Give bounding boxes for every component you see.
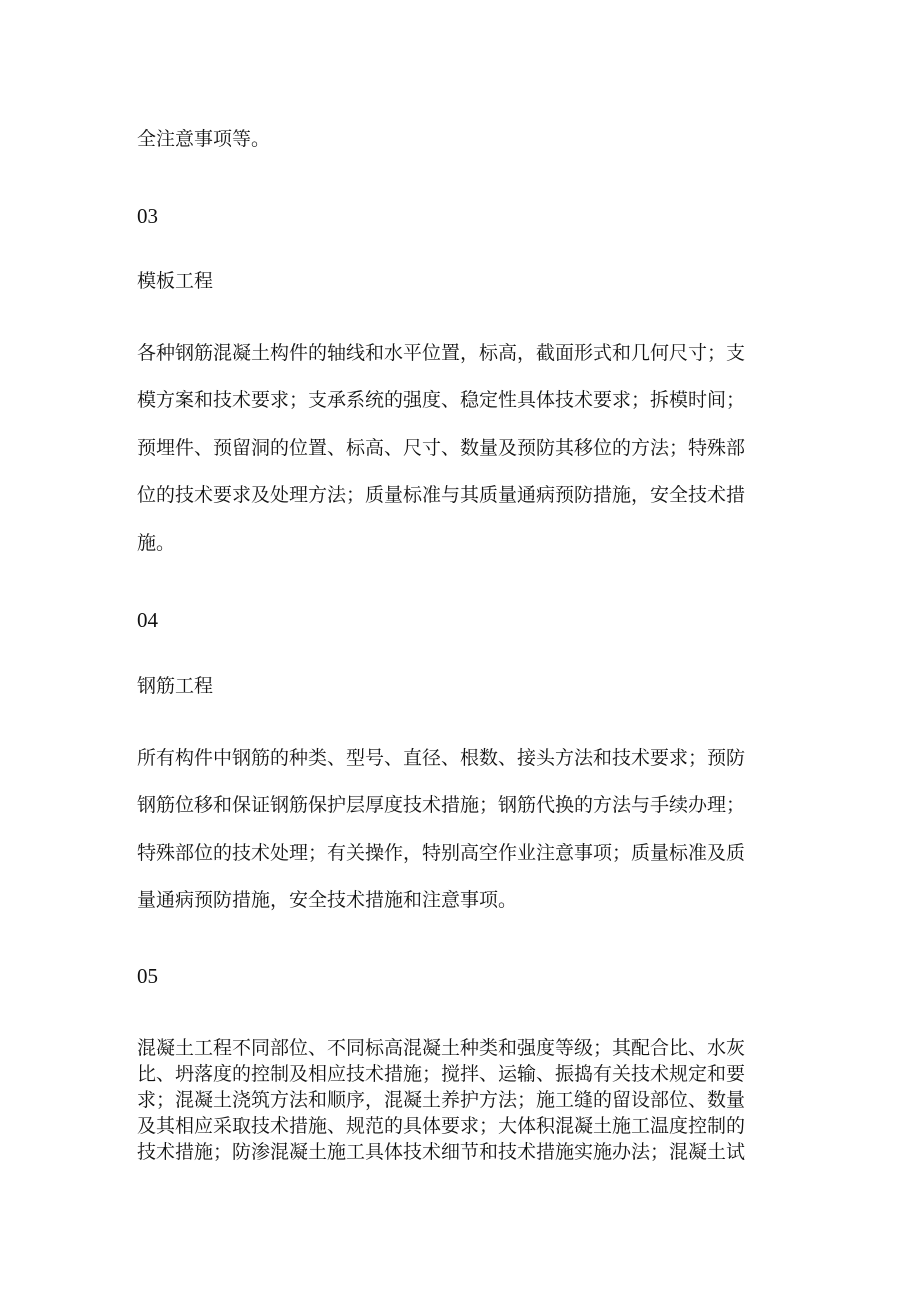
- paragraph-line: 量通病预防措施，安全技术措施和注意事项。: [137, 889, 518, 911]
- section-heading: 模板工程: [137, 270, 214, 292]
- paragraph-line: 模方案和技术要求；支承系统的强度、稳定性具体技术要求；拆模时间；: [137, 389, 746, 411]
- paragraph-line: 混凝土工程不同部位、不同标高混凝土种类和强度等级；其配合比、水灰: [137, 1037, 746, 1059]
- section-number: 04: [137, 608, 158, 632]
- paragraph-line: 所有构件中钢筋的种类、型号、直径、根数、接头方法和技术要求；预防: [137, 747, 746, 769]
- paragraph-line: 求；混凝土浇筑方法和顺序，混凝土养护方法；施工缝的留设部位、数量: [137, 1089, 746, 1111]
- paragraph-line: 及其相应采取技术措施、规范的具体要求；大体积混凝土施工温度控制的: [137, 1115, 746, 1137]
- paragraph-line: 位的技术要求及处理方法；质量标准与其质量通病预防措施，安全技术措: [137, 484, 746, 506]
- paragraph-line: 全注意事项等。: [137, 128, 271, 150]
- paragraph-line: 技术措施；防渗混凝土施工具体技术细节和技术措施实施办法；混凝土试: [137, 1141, 746, 1163]
- paragraph-line: 预埋件、预留洞的位置、标高、尺寸、数量及预防其移位的方法；特殊部: [137, 437, 746, 459]
- section-number: 03: [137, 204, 158, 228]
- paragraph-line: 施。: [137, 532, 176, 554]
- paragraph-line: 比、坍落度的控制及相应技术措施；搅拌、运输、振捣有关技术规定和要: [137, 1063, 746, 1085]
- paragraph-line: 特殊部位的技术处理；有关操作，特别高空作业注意事项；质量标准及质: [137, 842, 746, 864]
- section-number: 05: [137, 964, 158, 988]
- paragraph-line: 钢筋位移和保证钢筋保护层厚度技术措施；钢筋代换的方法与手续办理；: [137, 794, 746, 816]
- paragraph-line: 各种钢筋混凝土构件的轴线和水平位置，标高，截面形式和几何尺寸；支: [137, 342, 746, 364]
- section-heading: 钢筋工程: [137, 675, 214, 697]
